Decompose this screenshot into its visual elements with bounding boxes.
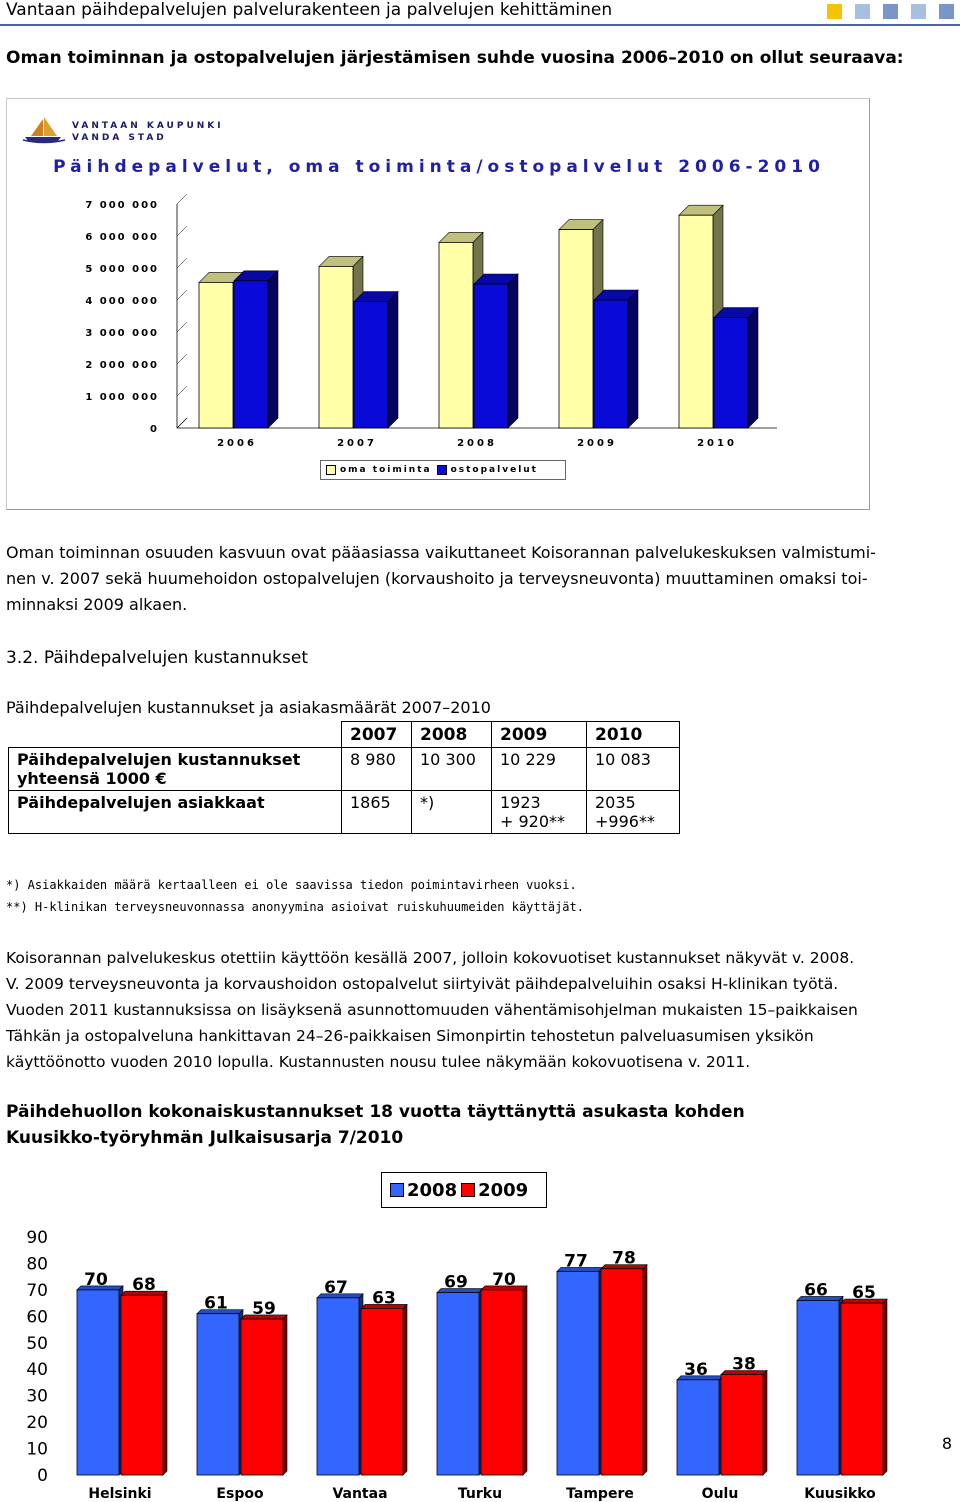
- y-tick-label: 7 000 000: [85, 200, 159, 211]
- data-label: 67: [324, 1277, 348, 1298]
- y-tick-label: 20: [26, 1413, 48, 1434]
- logo-line-2: VANDA STAD: [72, 133, 167, 143]
- bar-front: [241, 1319, 283, 1475]
- data-label: 61: [204, 1293, 228, 1314]
- header-square: [911, 4, 926, 19]
- header-square: [827, 4, 842, 19]
- bar-side: [283, 1315, 287, 1475]
- bar-ostopalvelut-2008: [474, 274, 518, 428]
- paragraph-line: nen v. 2007 sekä huumehoidon ostopalvelujen (korvaushoito ja terveysneuvonta) muuttaminen omaksi toi-: [6, 569, 868, 588]
- chart2-legend: [381, 1172, 547, 1208]
- legend-swatch-2008: [390, 1183, 404, 1197]
- cell-line: +996**: [595, 812, 655, 831]
- cell-line: 1923: [500, 793, 541, 812]
- bar-front: [721, 1375, 763, 1475]
- bar-ostopalvelut-2009: [594, 290, 638, 428]
- y-tick-label: 70: [26, 1280, 48, 1301]
- bar-2008-Tampere: [557, 1267, 603, 1475]
- bar-front: [797, 1300, 839, 1475]
- bar-front: [557, 1271, 599, 1475]
- bar-side: [748, 308, 758, 428]
- bar-side: [403, 1304, 407, 1475]
- grid-diagonal: [177, 226, 187, 236]
- table-row: [9, 791, 680, 834]
- data-label: 63: [372, 1288, 396, 1309]
- y-tick-label: 40: [26, 1360, 48, 1381]
- table-cell: 1865: [342, 791, 412, 834]
- bar-2009-Turku: [481, 1286, 527, 1475]
- bar-ostopalvelut-2007: [354, 292, 398, 428]
- bar-2008-Espoo: [197, 1310, 243, 1475]
- data-label: 77: [564, 1251, 588, 1272]
- bar-front: [319, 266, 353, 428]
- bar-front: [481, 1290, 523, 1475]
- data-label: 38: [732, 1354, 756, 1375]
- y-tick-label: 60: [26, 1307, 48, 1328]
- x-tick-label: 2007: [337, 438, 377, 449]
- y-tick-label: 4 000 000: [85, 296, 159, 307]
- x-tick-label: 2006: [217, 438, 257, 449]
- x-tick-label: Vantaa: [332, 1486, 388, 1502]
- table-cell: *): [412, 791, 492, 834]
- bar-side: [628, 290, 638, 428]
- data-label: 66: [804, 1280, 828, 1301]
- bar-front: [197, 1314, 239, 1475]
- table-caption: Päihdepalvelujen kustannukset ja asiakasmäärät 2007–2010: [6, 698, 491, 717]
- table-cell: 10 229: [492, 748, 587, 791]
- cell-line: + 920**: [500, 812, 566, 831]
- bar-front: [234, 281, 268, 428]
- grid-diagonal: [177, 290, 187, 300]
- bar-front: [354, 302, 388, 428]
- bar-front: [677, 1380, 719, 1475]
- y-tick-label: 1 000 000: [85, 392, 159, 403]
- chart2-plot: [0, 1215, 930, 1502]
- bar-side: [163, 1291, 167, 1475]
- bar-front: [199, 282, 233, 428]
- legend-swatch-2009: [461, 1183, 475, 1197]
- bar-side: [523, 1286, 527, 1475]
- bar-front: [594, 300, 628, 428]
- data-label: 78: [612, 1248, 636, 1269]
- bar-side: [763, 1371, 767, 1475]
- header-square: [939, 4, 954, 19]
- bar-side: [268, 271, 278, 428]
- paragraph-line: Oman toiminnan osuuden kasvuun ovat pääasiassa vaikuttaneet Koisorannan palvelukeskuksen valmistumi-: [6, 543, 876, 562]
- bar-front: [841, 1303, 883, 1475]
- y-tick-label: 10: [26, 1439, 48, 1460]
- data-label: 69: [444, 1272, 468, 1293]
- bar-2009-Espoo: [241, 1315, 287, 1475]
- bar-front: [679, 215, 713, 428]
- legend-label-2008: 2008: [407, 1179, 458, 1201]
- bar-2009-Oulu: [721, 1371, 767, 1475]
- paragraph-line: Vuoden 2011 kustannuksissa on lisäyksenä asunnottomuuden vähentämisohjelman mukaisten 15–paikkaisen: [6, 1001, 858, 1019]
- row-label-costs: [9, 748, 342, 791]
- y-tick-label: 3 000 000: [85, 328, 159, 339]
- data-label: 59: [252, 1298, 276, 1319]
- x-tick-label: Tampere: [566, 1486, 634, 1502]
- table-cell: 10 083: [587, 748, 680, 791]
- bar-side: [388, 292, 398, 428]
- chart2-heading-line1: Päihdehuollon kokonaiskustannukset 18 vuotta täyttänyttä asukasta kohden: [6, 1102, 745, 1122]
- bar-front: [437, 1293, 479, 1475]
- paragraph-line: minnaksi 2009 alkaen.: [6, 595, 188, 614]
- x-tick-label: Kuusikko: [804, 1486, 876, 1502]
- chart1-legend: [320, 460, 566, 480]
- y-tick-label: 90: [26, 1228, 48, 1248]
- data-label: 65: [852, 1283, 876, 1304]
- bar-2008-Helsinki: [77, 1286, 123, 1475]
- paragraph-line: V. 2009 terveysneuvonta ja korvaushoidon ostopalvelut siirtyivät päihdepalveluihin osaksi H-klinikan työtä.: [6, 975, 839, 993]
- data-label: 36: [684, 1359, 708, 1380]
- bar-front: [121, 1295, 163, 1475]
- bar-2009-Tampere: [601, 1265, 647, 1475]
- paragraph-koisoranta: [6, 945, 954, 1075]
- y-tick-label: 30: [26, 1386, 48, 1407]
- bar-2008-Kuusikko: [797, 1296, 843, 1475]
- row-label-line: Päihdepalvelujen kustannukset: [17, 750, 301, 769]
- footnote-1: *) Asiakkaiden määrä kertaalleen ei ole saavissa tiedon poimintavirheen vuoksi.: [6, 878, 577, 892]
- bar-side: [643, 1265, 647, 1475]
- bar-2009-Vantaa: [361, 1304, 407, 1475]
- page-number: 8: [941, 1434, 952, 1453]
- table-header-2007: 2007: [342, 722, 412, 748]
- legend-swatch-osto: [437, 465, 447, 475]
- paragraph-line: käyttöönotto vuoden 2010 lopulla. Kustannusten nousu tulee näkymään kokovuotisena v. 2011.: [6, 1053, 751, 1071]
- paragraph-line: Tähkän ja ostopalveluna hankittavan 24–26-paikkaisen Simonpirtin tehostetun palveluasumisen yksikön: [6, 1027, 814, 1045]
- floor-edge: [177, 418, 187, 428]
- bar-front: [601, 1269, 643, 1475]
- x-tick-label: 2009: [577, 438, 617, 449]
- bar-2009-Helsinki: [121, 1291, 167, 1475]
- section-heading-costs: 3.2. Päihdepalvelujen kustannukset: [6, 648, 308, 668]
- table-cell: [492, 791, 587, 834]
- table-cell: [587, 791, 680, 834]
- logo-line-1: VANTAAN KAUPUNKI: [72, 121, 224, 131]
- x-tick-label: 2008: [457, 438, 497, 449]
- table-header-2008: 2008: [412, 722, 492, 748]
- bar-front: [361, 1308, 403, 1475]
- row-label-line: yhteensä 1000 €: [17, 769, 167, 788]
- footnote-2: **) H-klinikan terveysneuvonnassa anonyymina asioivat ruiskuhuumeiden käyttäjät.: [6, 900, 584, 914]
- table-corner: [9, 722, 342, 748]
- legend-label-oma: oma toiminta: [340, 465, 432, 475]
- table-header-row: [9, 722, 680, 748]
- bar-2008-Turku: [437, 1289, 483, 1475]
- bar-front: [559, 230, 593, 428]
- x-tick-label: 2010: [697, 438, 737, 449]
- header-square: [855, 4, 870, 19]
- cell-line: 2035: [595, 793, 636, 812]
- document-header-title: Vantaan päihdepalvelujen palvelurakenteen ja palvelujen kehittäminen: [6, 0, 613, 20]
- chart-own-vs-purchased: [6, 98, 870, 510]
- header-rule: [0, 24, 960, 26]
- bar-ostopalvelut-2006: [234, 271, 278, 428]
- y-tick-label: 2 000 000: [85, 360, 159, 371]
- header-square: [883, 4, 898, 19]
- x-tick-label: Turku: [457, 1486, 503, 1502]
- chart2-heading-line2: Kuusikko-työryhmän Julkaisusarja 7/2010: [6, 1128, 404, 1148]
- x-tick-label: Helsinki: [88, 1486, 152, 1502]
- paragraph-growth: [6, 540, 954, 618]
- table-header-2009: 2009: [492, 722, 587, 748]
- data-label: 70: [84, 1269, 108, 1290]
- bar-ostopalvelut-2010: [714, 308, 758, 428]
- row-label-clients: Päihdepalvelujen asiakkaat: [9, 791, 342, 834]
- bar-side: [883, 1299, 887, 1475]
- chart1-title: Päihdepalvelut, oma toiminta/ostopalvelut 2006-2010: [53, 157, 825, 177]
- data-label: 70: [492, 1269, 516, 1290]
- bar-2008-Vantaa: [317, 1294, 363, 1475]
- legend-swatch-oma: [326, 465, 336, 475]
- bar-side: [508, 274, 518, 428]
- grid-diagonal: [177, 354, 187, 364]
- table-row: [9, 748, 680, 791]
- bar-front: [77, 1290, 119, 1475]
- bar-2008-Oulu: [677, 1376, 723, 1475]
- grid-diagonal: [177, 322, 187, 332]
- grid-diagonal: [177, 386, 187, 396]
- bar-front: [714, 318, 748, 428]
- bar-front: [439, 242, 473, 428]
- table-cell: 10 300: [412, 748, 492, 791]
- grid-diagonal: [177, 258, 187, 268]
- section-heading-ownservices: Oman toiminnan ja ostopalvelujen järjestämisen suhde vuosina 2006–2010 on ollut seuraava:: [6, 48, 904, 68]
- header-decoration: [814, 4, 954, 19]
- table-cell: 8 980: [342, 748, 412, 791]
- grid-diagonal: [177, 194, 187, 204]
- costs-table: [8, 721, 680, 834]
- bar-2009-Kuusikko: [841, 1299, 887, 1475]
- y-tick-label: 80: [26, 1254, 48, 1275]
- y-tick-label: 50: [26, 1333, 48, 1354]
- paragraph-line: Koisorannan palvelukeskus otettiin käyttöön kesällä 2007, jolloin kokovuotiset kustannukset näkyvät v. 2008.: [6, 949, 855, 967]
- bar-front: [474, 284, 508, 428]
- legend-label-2009: 2009: [478, 1179, 529, 1201]
- chart1-plot: [7, 99, 871, 511]
- x-tick-label: Oulu: [701, 1486, 739, 1502]
- y-tick-label: 0: [37, 1466, 48, 1486]
- data-label: 68: [132, 1275, 156, 1296]
- table-header-2010: 2010: [587, 722, 680, 748]
- y-tick-label: 5 000 000: [85, 264, 159, 275]
- x-tick-label: Espoo: [216, 1486, 264, 1502]
- y-tick-label: 6 000 000: [85, 232, 159, 243]
- legend-label-osto: ostopalvelut: [450, 465, 538, 475]
- y-tick-label: 0: [150, 424, 159, 435]
- bar-front: [317, 1298, 359, 1475]
